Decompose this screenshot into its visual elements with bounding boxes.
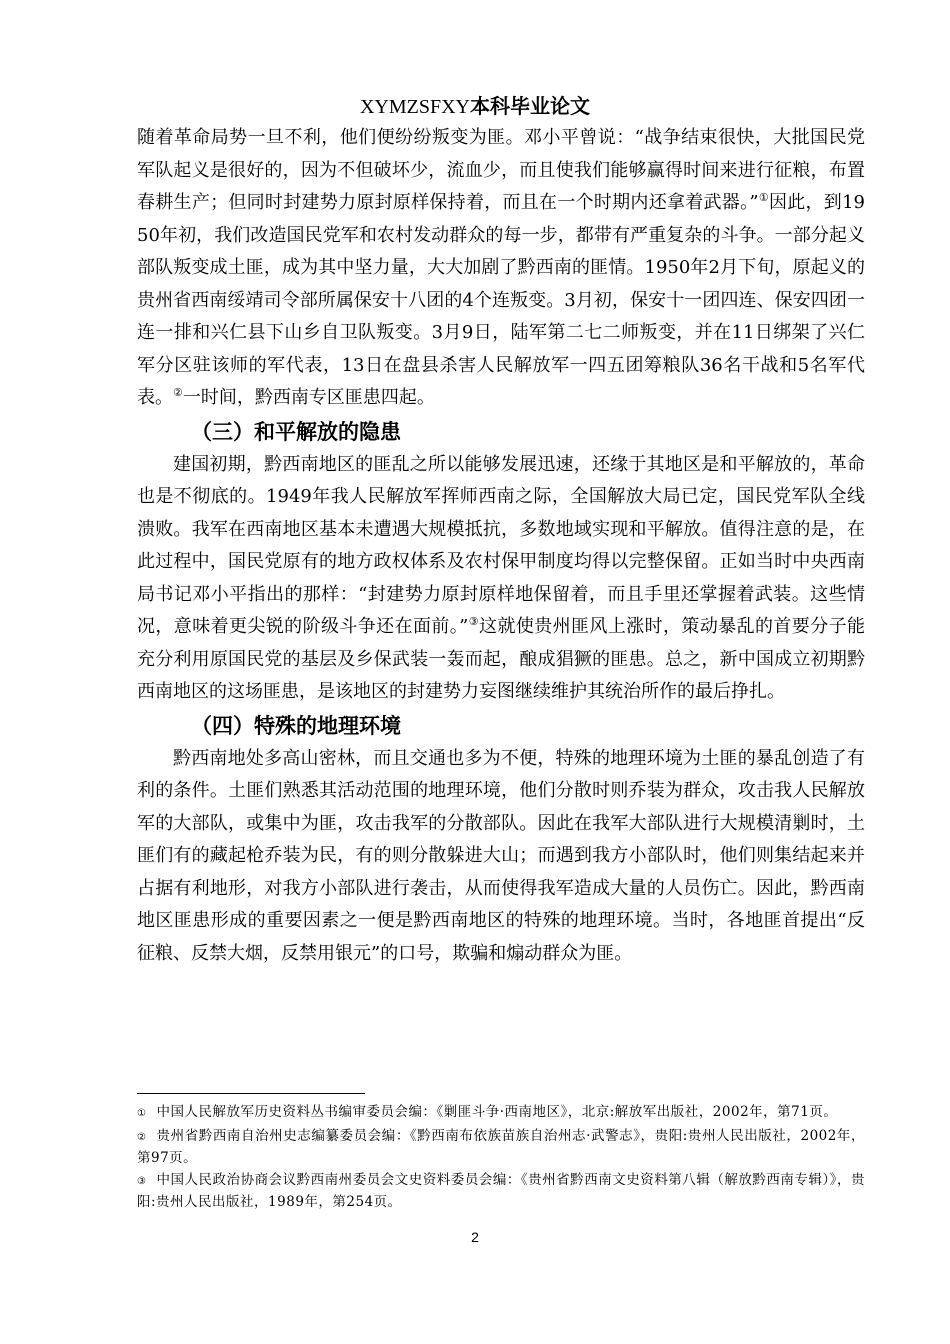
body-text (137, 122, 865, 970)
footnote-1 (137, 1102, 865, 1124)
header-latin: XYMZSFXY (359, 96, 471, 118)
footnote-ref-2[interactable]: ② (173, 386, 183, 399)
paragraph-3-text: 黔西南地处多高山密林，而且交通也多为不便，特殊的地理环境为土匪的暴乱创造了有利的条件。土匪们熟悉其活动范围的地理环境，他们分散时则乔装为群众，攻击我人民解放军的大部队，或集中为匪，攻击我军的分散部队。因此在我军大部队进行大规模清剿时，土匪们有的藏起枪乔装为民，有的则分散躲进大山；而遇到我方小部队时，他们则集结起来并占据有利地形，对我方小部队进行袭击，从而使得我军造成大量的人员伤亡。因此，黔西南地区匪患形成的重要因素之一便是黔西南地区的特殊的地理环境。当时，各地匪首提出“反征粮、反禁大烟，反禁用银元”的口号，欺骗和煽动群众为匪。 (137, 747, 865, 964)
footnote-2 (137, 1126, 865, 1168)
page-number: 2 (471, 1229, 479, 1245)
section-heading-3: （三）和平解放的隐患 (191, 419, 401, 444)
footnote-ref-1[interactable]: ① (758, 191, 769, 204)
paragraph-3 (137, 743, 865, 971)
footnotes (137, 1102, 865, 1214)
footnote-2-mark: ② (137, 1132, 147, 1143)
footnote-separator (137, 1093, 365, 1094)
paragraph-1-part-a: 随着革命局势一旦不利，他们便纷纷叛变为匪。邓小平曾说：“战争结束很快，大批国民党军队起义是很好的，因为不但破坏少，流血少，而且使我们能够赢得时间来进行征粮，布置春耕生产；但同时封建势力原封原样保持着，而且在一个时期内还拿着武器。” (137, 127, 865, 213)
paragraph-2 (137, 449, 865, 709)
header-title: 本科毕业论文 (470, 94, 591, 118)
footnote-1-text: 中国人民解放军历史资料丛书编审委员会编：《剿匪斗争·西南地区》，北京:解放军出版社，2002年，第71页。 (156, 1104, 838, 1120)
footnote-1-mark: ① (137, 1108, 147, 1119)
section-heading-4: （四）特殊的地理环境 (191, 713, 401, 738)
footnote-2-text: 贵州省黔西南自治州史志编纂委员会编：《黔西南布依族苗族自治州志·武警志》，贵阳:贵州人民出版社，2002年，第97页。 (137, 1128, 865, 1166)
footnote-3 (137, 1170, 865, 1212)
paragraph-1-part-c: 一时间，黔西南专区匪患四起。 (182, 387, 435, 408)
footnote-ref-3[interactable]: ③ (468, 615, 480, 628)
paragraph-1-part-b: 因此，到1950年初，我们改造国民党军和农村发动群众的每一步，都带有严重复杂的斗争。一部分起义部队叛变成土匪，成为其中坚力量，大大加剧了黔西南的匪情。1950年2月下旬，原起义的贵州省西南绥靖司令部所属保安十八团的4个连叛变。3月初，保安十一团四连、保安四团一连一排和兴仁县下山乡自卫队叛变。3月9日，陆军第二七二师叛变，并在11日绑架了兴仁军分区驻该师的军代表，13日在盘县杀害人民解放军一四五团筹粮队36名干战和5名军代表。 (137, 192, 865, 408)
footnote-3-mark: ③ (137, 1176, 147, 1187)
paragraph-2-part-b: 这就使贵州匪风上涨时，策动暴乱的首要分子能充分利用原国民党的基层及乡保武装一轰而起，酿成猖獗的匪患。总之，新中国成立初期黔西南地区的这场匪患，是该地区的封建势力妄图继续维护其统治所作的最后挣扎。 (137, 616, 866, 702)
running-header (0, 92, 950, 121)
paragraph-2-part-a: 建国初期，黔西南地区的匪乱之所以能够发展迅速，还缘于其地区是和平解放的，革命也是不彻底的。1949年我人民解放军挥师西南之际，全国解放大局已定，国民党军队全线溃败。我军在西南地区基本未遭遇大规模抵抗，多数地域实现和平解放。值得注意的是，在此过程中，国民党原有的地方政权体系及农村保甲制度均得以完整保留。正如当时中央西南局书记邓小平指出的那样：“封建势力原封原样地保留着，而且手里还掌握着武装。这些情况，意味着更尖锐的阶级斗争还在面前。” (137, 453, 865, 637)
footnote-3-text: 中国人民政治协商会议黔西南州委员会文史资料委员会编：《贵州省黔西南文史资料第八辑（解放黔西南专辑）》，贵阳:贵州人民出版社，1989年，第254页。 (137, 1172, 865, 1210)
paragraph-1 (137, 122, 865, 415)
